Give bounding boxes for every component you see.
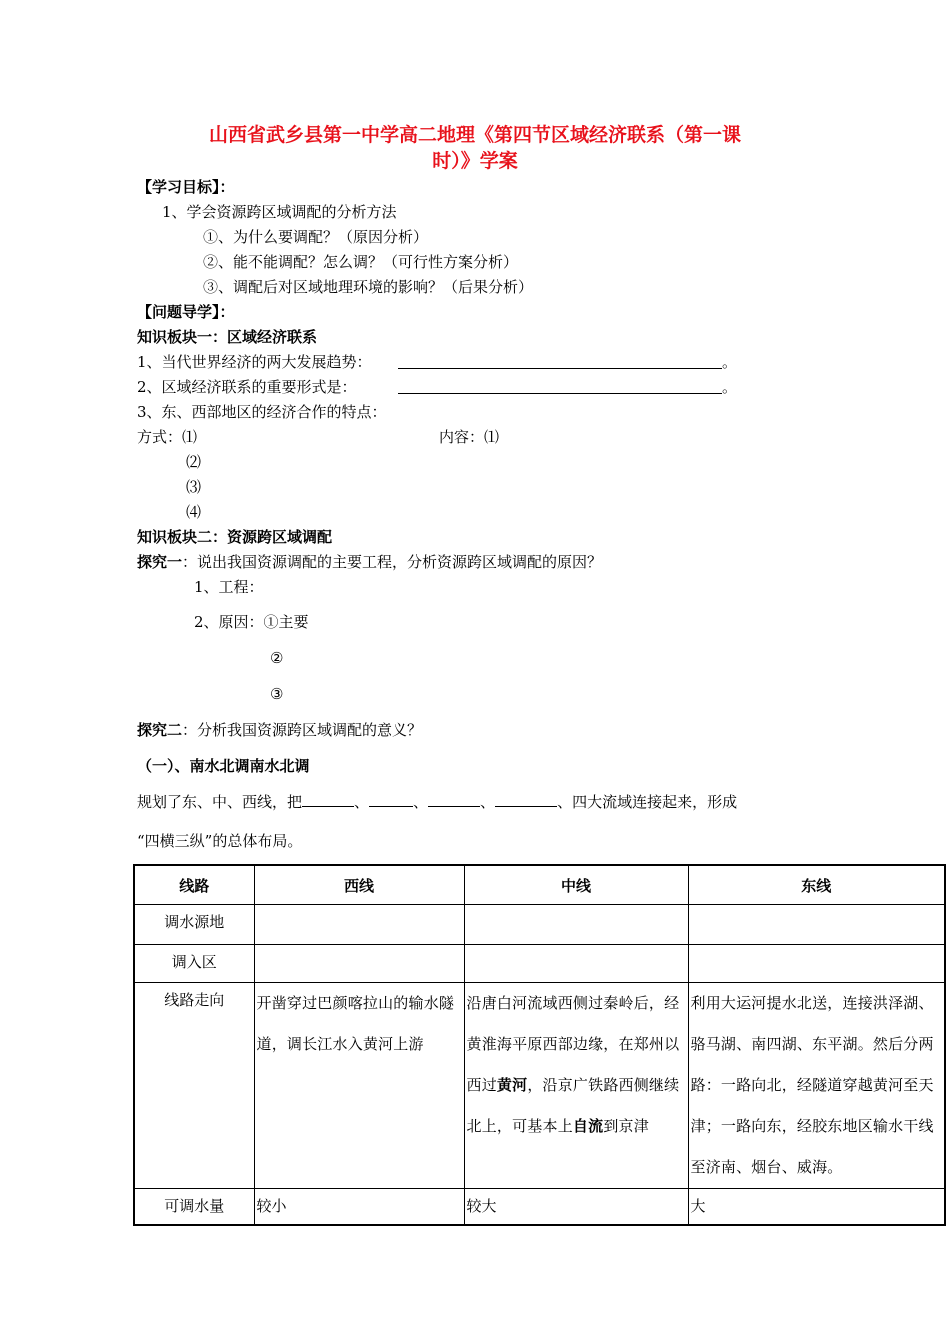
cell-west-route: 开凿穿过巴颜喀拉山的输水隧道，调长江水入黄河上游 [254,983,464,1189]
middle-route-d: 自流 [572,1117,604,1135]
header-east: 东线 [688,865,945,905]
page-title-line2: 时）》学案 [432,150,518,172]
answer-blank-2[interactable] [398,377,722,394]
cell-east-source[interactable] [688,905,945,945]
plan-sentence [137,792,737,812]
cell-west-source[interactable] [254,905,464,945]
row-label-volume: 可调水量 [134,1189,254,1225]
cell-middle-volume: 较大 [464,1189,688,1225]
explore-2-text: ：分析我国资源跨区域调配的意义？ [182,721,423,739]
cell-east-inflow[interactable] [688,945,945,983]
period-2: 。 [722,378,738,396]
goal-sub-2: ②、能不能调配？怎么调？（可行性方案分析） [203,253,519,271]
sep-2: 、 [413,793,429,811]
mode-item-3: ⑶ [186,478,202,496]
cell-west-volume: 较小 [254,1189,464,1225]
explore-1-item-1: 1、工程： [194,578,264,596]
header-route: 线路 [134,865,254,905]
period-1: 。 [722,353,738,371]
guide-heading: 【问题导学】： [137,303,235,321]
table-row [134,1189,945,1225]
basin-blank-4[interactable] [495,792,557,807]
plan-text-c: “四横三纵”的总体布局。 [137,832,303,850]
goal-sub-1: ①、为什么要调配？（原因分析） [203,228,429,246]
table-row [134,945,945,983]
plan-text-a: 规划了东、中、西线，把 [137,793,303,811]
explore-1-text: ：说出我国资源调配的主要工程，分析资源跨区域调配的原因？ [182,553,603,571]
cell-east-volume: 大 [688,1189,945,1225]
question-3: 3、东、西部地区的经济合作的特点： [137,403,387,421]
middle-route-a: 沿唐白河流域西侧过秦岭后，经黄淮海平原西部边缘，在郑州以西过 [466,994,680,1094]
mode-item-2: ⑵ [186,453,202,471]
cell-middle-inflow[interactable] [464,945,688,983]
cell-east-route: 利用大运河提水北送，连接洪泽湖、骆马湖、南四湖、东平湖。然后分两路：一路向北，经隧道穿越黄河至天津；一路向东，经胶东地区输水干线至济南、烟台、威海。 [688,983,945,1189]
middle-route-c: ，沿京广铁路西侧继续北上，可基本上 [466,1076,680,1135]
middle-route-e: 到京津 [603,1117,649,1135]
question-2 [137,377,357,397]
row-label-inflow: 调入区 [134,945,254,983]
sep-3: 、 [480,793,496,811]
water-diversion-table [133,864,946,1226]
mode-item-4: ⑷ [186,503,202,521]
plan-text-b: 、四大流域连接起来，形成 [557,793,738,811]
explore-1-label: 探究一 [137,553,183,571]
goal-item-1: 1、学会资源跨区域调配的分析方法 [162,203,397,221]
explore-2-label: 探究二 [137,721,183,739]
page-title-line1: 山西省武乡县第一中学高二地理《第四节区域经济联系（第一课 [208,124,741,146]
cell-middle-route [464,983,688,1189]
explore-1-item-2: 2、原因：①主要 [194,613,309,631]
table-row [134,983,945,1189]
basin-blank-2[interactable] [369,792,413,807]
table-header-row [134,865,945,905]
content-label: 内容：⑴ [439,428,500,446]
cell-middle-source[interactable] [464,905,688,945]
cell-west-inflow[interactable] [254,945,464,983]
explore-2 [137,720,422,740]
basin-blank-1[interactable] [302,792,354,807]
sep-1: 、 [354,793,370,811]
header-west: 西线 [254,865,464,905]
mode-label: 方式：⑴ [137,428,198,446]
middle-route-b: 黄河 [496,1076,528,1094]
question-1-text: 1、当代世界经济的两大发展趋势： [137,353,372,371]
block2-heading: 知识板块二：资源跨区域调配 [137,528,333,546]
row-label-source: 调水源地 [134,905,254,945]
section-south-north: （一）、南水北调南水北调 [137,757,310,775]
explore-1 [137,552,602,572]
question-2-text: 2、区域经济联系的重要形式是： [137,378,357,396]
explore-1-cause-2: ② [270,649,284,667]
row-label-route: 线路走向 [134,983,254,1189]
question-1 [137,352,372,372]
basin-blank-3[interactable] [428,792,480,807]
goal-sub-3: ③、调配后对区域地理环境的影响？（后果分析） [203,278,534,296]
block1-heading: 知识板块一：区域经济联系 [137,328,318,346]
table-row [134,905,945,945]
header-middle: 中线 [464,865,688,905]
explore-1-cause-3: ③ [270,685,284,703]
answer-blank-1[interactable] [398,352,722,369]
goals-heading: 【学习目标】： [137,178,235,196]
